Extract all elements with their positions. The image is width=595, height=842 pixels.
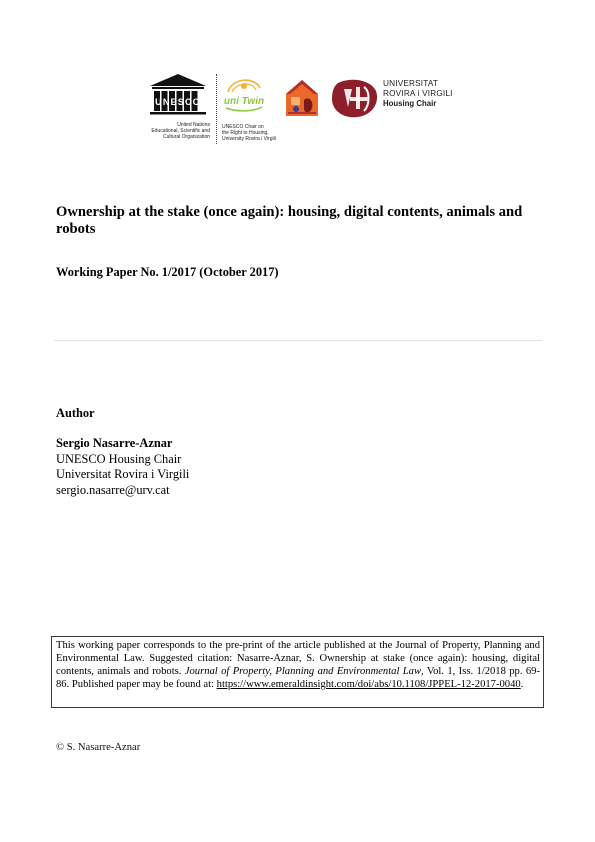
author-block xyxy=(56,436,189,498)
author-affiliation-university: Universitat Rovira i Virgili xyxy=(56,467,190,481)
citation-note: This working paper corresponds to the pre-print of the article published at the Journal of Property, Planning and Environmental Law. Suggested citation: Nasarre-Aznar, S. Ownership at stake (once again): housing, digital contents, animals and robots. Journal of Property, Planning and Environmental Law, Vol. 1, Iss. 1/2018 pp. 69-86. Published paper may be found at: https://www.emeraldinsight.com/doi/abs/10.1108/JPPEL-12-2017-0040. xyxy=(51,636,544,708)
author-name: Sergio Nasarre-Aznar xyxy=(56,436,173,450)
published-paper-link[interactable]: https://www.emeraldinsight.com/doi/abs/10.1108/JPPEL-12-2017-0040 xyxy=(216,679,521,691)
section-divider xyxy=(54,340,542,341)
unesco-logo xyxy=(146,72,210,118)
copyright-notice: © S. Nasarre-Aznar xyxy=(56,742,141,753)
logo-divider xyxy=(216,74,219,144)
unesco-caption: United Nations Educational, Scientific and Cultural Organization xyxy=(151,122,210,140)
housing-chair-icon xyxy=(284,78,320,118)
author-affiliation-chair: UNESCO Housing Chair xyxy=(56,451,182,466)
paper-title: Ownership at the stake (once again): housing, digital contents, animals and robots xyxy=(56,204,523,237)
unitwin-logo xyxy=(222,76,266,116)
unitwin-wordmark: uni Twin xyxy=(223,96,265,107)
author-email: sergio.nasarre@urv.cat xyxy=(56,482,170,497)
author-heading: Author xyxy=(56,406,95,420)
urv-wordmark: UNIVERSITAT ROVIRA i VIRGILI Housing Chair xyxy=(383,79,453,108)
working-paper-number: Working Paper No. 1/2017 (October 2017) xyxy=(56,265,279,279)
unitwin-caption: UNESCO Chair on the Right to Housing, University Rovira i Virgili xyxy=(222,124,276,142)
urv-emblem xyxy=(330,77,380,119)
journal-name: Journal of Property, Planning and Environmental Law xyxy=(184,666,422,678)
unesco-wordmark: UNESCO xyxy=(155,97,201,107)
